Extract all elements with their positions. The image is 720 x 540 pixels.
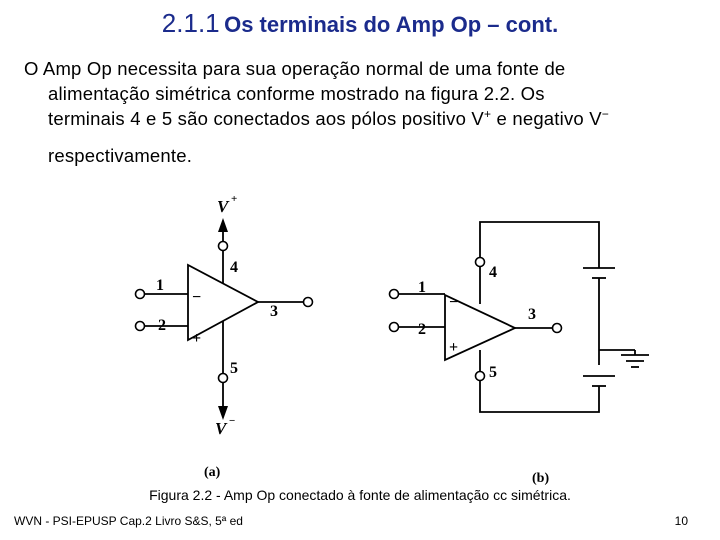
top-wire-b xyxy=(480,222,599,268)
vplus-label-sup: + xyxy=(231,193,238,205)
pin1-terminal-a xyxy=(136,290,145,299)
footer-source: WVN - PSI-EPUSP Cap.2 Livro S&S, 5ª ed xyxy=(14,514,243,528)
pin1-label-b: 1 xyxy=(418,279,426,296)
title-number: 2.1.1 xyxy=(161,8,220,38)
vplus-label: V xyxy=(217,197,229,216)
pin5-label-b: 5 xyxy=(489,364,497,381)
figure-caption: Figura 2.2 - Amp Op conectado à fonte de alimentação cc simétrica. xyxy=(149,487,571,503)
figure-a-label: (a) xyxy=(204,465,221,480)
pin5-label-a: 5 xyxy=(230,360,238,377)
pin2-terminal-b xyxy=(390,323,399,332)
pin4-label-b: 4 xyxy=(489,264,497,281)
pin5-terminal-b xyxy=(476,372,485,381)
vplus-superscript: + xyxy=(483,106,492,121)
para-line-4: respectivamente. xyxy=(48,145,193,166)
pin3-terminal-a xyxy=(304,298,313,307)
figure-b-label: (b) xyxy=(532,471,550,485)
title-text: Os terminais do Amp Op – cont. xyxy=(224,12,559,37)
figure-b-circuit xyxy=(385,190,675,485)
body-paragraph xyxy=(24,56,704,168)
para-line-3-start: terminais 4 e 5 são conectados aos pólos positivo V xyxy=(48,108,484,129)
vminus-arrow-icon xyxy=(218,406,228,420)
pin2-label-b: 2 xyxy=(418,321,426,338)
vminus-label: V xyxy=(215,419,227,438)
vplus-arrow-icon xyxy=(218,218,228,232)
pin2-label-a: 2 xyxy=(158,317,166,334)
pin4-terminal-b xyxy=(476,258,485,267)
pin4-label-a: 4 xyxy=(230,259,238,276)
inverting-sign-a: − xyxy=(192,289,202,306)
vminus-label-sup: − xyxy=(229,415,236,427)
pin1-terminal-b xyxy=(390,290,399,299)
pin2-terminal-a xyxy=(136,322,145,331)
pin5-terminal-a xyxy=(219,374,228,383)
para-line-3-mid: e negativo V xyxy=(491,108,602,129)
pin3-label-a: 3 xyxy=(270,303,278,320)
para-line-2: alimentação simétrica conforme mostrado na figura 2.2. Os xyxy=(48,83,545,104)
pin1-label-a: 1 xyxy=(156,277,164,294)
page-number: 10 xyxy=(674,514,688,528)
figure-a-circuit xyxy=(130,190,320,485)
noninverting-sign-a: + xyxy=(192,330,202,347)
bottom-wire-b xyxy=(480,379,599,412)
pin3-label-b: 3 xyxy=(528,306,536,323)
slide-title xyxy=(0,8,720,39)
pin3-terminal-b xyxy=(553,324,562,333)
para-line-1: O Amp Op necessita para sua operação normal de uma fonte de xyxy=(24,58,566,79)
para-line-3 xyxy=(24,106,704,131)
pin4-terminal-a xyxy=(219,242,228,251)
vminus-superscript: − xyxy=(601,106,609,121)
noninverting-sign-b: + xyxy=(449,339,459,356)
inverting-sign-b: − xyxy=(449,294,459,311)
